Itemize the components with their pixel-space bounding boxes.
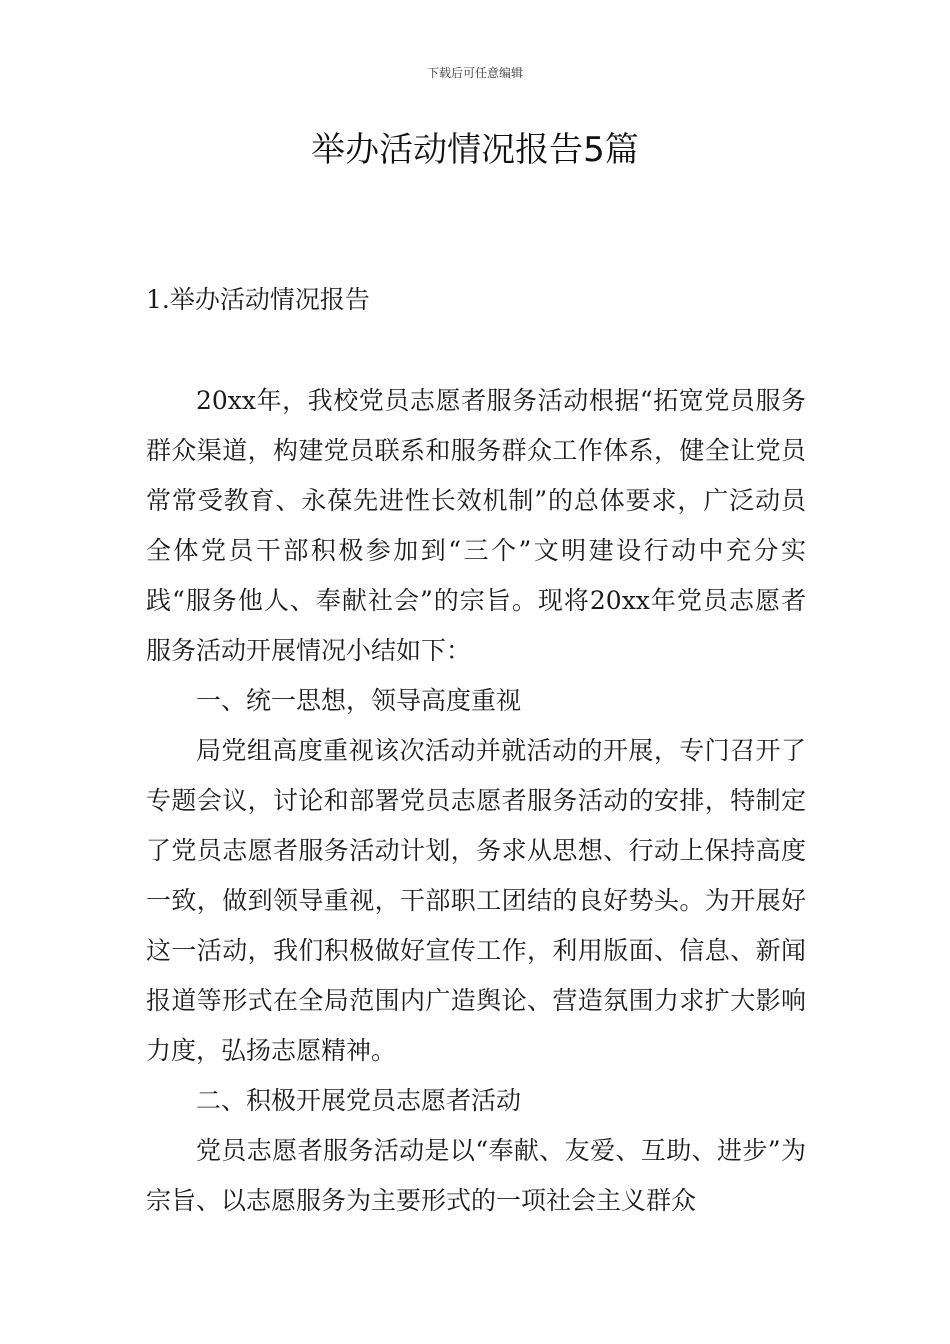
subheading-volunteer-activities: 二、积极开展党员志愿者活动	[196, 1086, 522, 1115]
paragraph-intro: 20xx年，我校党员志愿者服务活动根据“拓宽党员服务群众渠道，构建党员联系和服务群众工作体系，健全让党员常常受教育、永葆先进性长效机制”的总体要求，广泛动员全体党员干部积极参加到“三个”文明建设行动中充分实践“服务他人、奉献社会”的宗旨。现将20xx年党员志愿者服务活动开展情况小结如下：	[146, 386, 806, 665]
paragraph-volunteer-service: 党员志愿者服务活动是以“奉献、友爱、互助、进步”为宗旨、以志愿服务为主要形式的一项社会主义群众	[146, 1136, 806, 1215]
document-body	[146, 376, 806, 1226]
section-heading: 1.举办活动情况报告	[146, 285, 370, 314]
page-header-note: 下载后可任意编辑	[426, 66, 523, 80]
document-title: 举办活动情况报告5篇	[311, 130, 639, 170]
paragraph-leadership: 局党组高度重视该次活动并就活动的开展，专门召开了专题会议，讨论和部署党员志愿者服务活动的安排，特制定了党员志愿者服务活动计划，务求从思想、行动上保持高度一致，做到领导重视，干部职工团结的良好势头。为开展好这一活动，我们积极做好宣传工作，利用版面、信息、新闻报道等形式在全局范围内广造舆论、营造氛围力求扩大影响力度，弘扬志愿精神。	[146, 736, 806, 1065]
subheading-unify-thinking: 一、统一思想，领导高度重视	[196, 686, 522, 715]
